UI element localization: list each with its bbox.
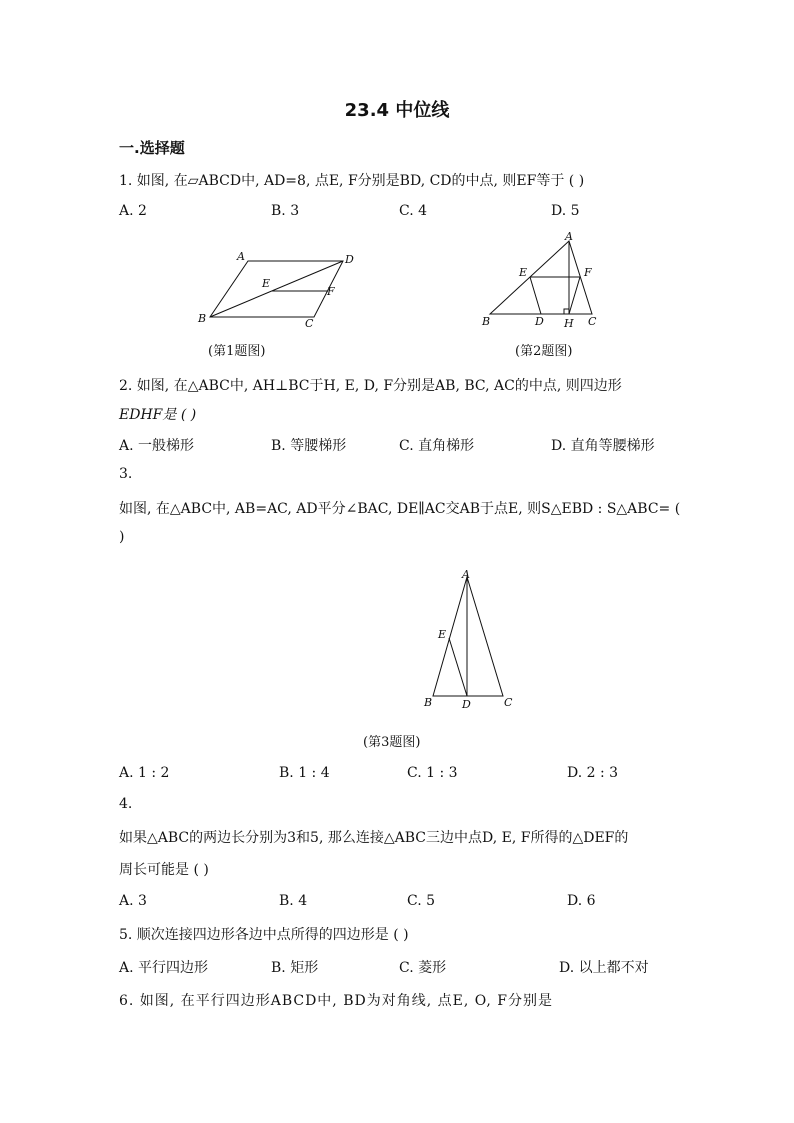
right-angle-mark xyxy=(564,309,569,314)
segment-ed xyxy=(530,277,541,314)
question-4-option-c: C. 5 xyxy=(407,893,436,909)
question-4-stem-line1: 如果△ABC的两边长分别为3和5, 那么连接△ABC三边中点D, E, F所得的△DEF的 xyxy=(119,830,629,846)
question-1-option-a: A. 2 xyxy=(119,203,147,219)
label-c: C xyxy=(504,696,513,709)
label-a: A xyxy=(565,230,573,243)
figure-3-isosceles-triangle xyxy=(415,565,525,715)
label-b: B xyxy=(424,696,433,709)
label-e: E xyxy=(438,628,447,641)
question-3-option-b: B. 1 : 4 xyxy=(279,765,330,781)
label-f: F xyxy=(584,266,592,279)
question-4-option-a: A. 3 xyxy=(119,893,147,909)
label-c: C xyxy=(305,317,314,330)
label-a: A xyxy=(237,250,245,263)
label-a: A xyxy=(462,568,470,581)
question-4-option-d: D. 6 xyxy=(567,893,596,909)
question-2-stem-line2: EDHF是 ( ) xyxy=(119,407,197,423)
question-4-stem-line2: 周长可能是 ( ) xyxy=(119,862,209,878)
question-1-option-d: D. 5 xyxy=(551,203,580,219)
question-3-option-c: C. 1 : 3 xyxy=(407,765,458,781)
question-3-number: 3. xyxy=(119,466,133,482)
question-2-stem-line1: 2. 如图, 在△ABC中, AH⊥BC于H, E, D, F分别是AB, BC, AC的中点, 则四边形 xyxy=(119,378,622,394)
segment-hf xyxy=(569,277,580,314)
question-4-option-b: B. 4 xyxy=(279,893,308,909)
label-b: B xyxy=(482,315,491,328)
question-2-option-c: C. 直角梯形 xyxy=(399,438,475,454)
question-5-option-b: B. 矩形 xyxy=(271,960,319,976)
question-1-option-c: C. 4 xyxy=(399,203,428,219)
question-2-option-b: B. 等腰梯形 xyxy=(271,438,347,454)
question-1-stem: 1. 如图, 在▱ABCD中, AD=8, 点E, F分别是BD, CD的中点, 则EF等于 ( ) xyxy=(119,173,585,189)
question-3-stem-line2: ) xyxy=(119,529,125,545)
question-4-number: 4. xyxy=(119,796,133,812)
question-6-stem: 6. 如图, 在平行四边形ABCD中, BD为对角线, 点E, O, F分别是 xyxy=(119,993,554,1009)
figure-2-triangle xyxy=(478,230,608,330)
label-e: E xyxy=(519,266,528,279)
figure-1-caption: (第1题图) xyxy=(208,344,266,359)
label-c: C xyxy=(588,315,597,328)
question-2-option-d: D. 直角等腰梯形 xyxy=(551,438,655,454)
figure-2-caption: (第2题图) xyxy=(515,344,573,359)
label-e: E xyxy=(262,277,271,290)
question-3-option-a: A. 1 : 2 xyxy=(119,765,170,781)
question-3-stem-line1: 如图, 在△ABC中, AB=AC, AD平分∠BAC, DE∥AC交AB于点E, 则S△EBD : S△ABC= ( xyxy=(119,501,681,517)
question-3-option-d: D. 2 : 3 xyxy=(567,765,619,781)
section-heading: 一.选择题 xyxy=(119,139,185,157)
figure-1-parallelogram xyxy=(190,245,370,335)
question-5-stem: 5. 顺次连接四边形各边中点所得的四边形是 ( ) xyxy=(119,927,409,943)
figure-3-caption: (第3题图) xyxy=(363,735,421,750)
label-d: D xyxy=(462,698,471,711)
label-d: D xyxy=(345,253,354,266)
label-d: D xyxy=(535,315,544,328)
question-5-option-a: A. 平行四边形 xyxy=(119,960,209,976)
segment-de xyxy=(449,638,467,696)
label-h: H xyxy=(564,317,574,330)
question-1-option-b: B. 3 xyxy=(271,203,300,219)
page-title: 23.4 中位线 xyxy=(344,100,450,121)
diagonal-bd xyxy=(210,261,343,317)
question-5-option-c: C. 菱形 xyxy=(399,960,447,976)
label-b: B xyxy=(198,312,207,325)
question-2-option-a: A. 一般梯形 xyxy=(119,438,195,454)
question-5-option-d: D. 以上都不对 xyxy=(559,960,649,976)
label-f: F xyxy=(327,285,335,298)
